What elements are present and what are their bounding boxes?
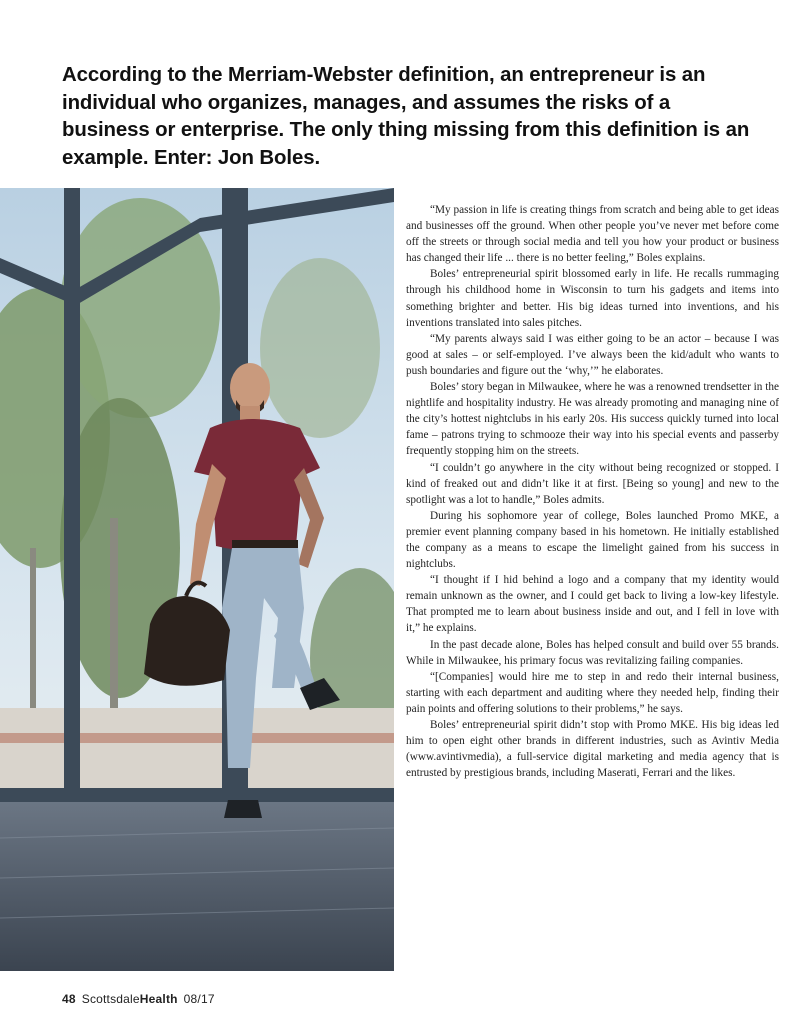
- article-deck: According to the Merriam-Webster definition, an entrepreneur is an individual who organizes, manages, and assumes the risks of a business or enterprise. The only thing missing from this definition is an example. Enter: Jon Boles.: [62, 64, 750, 169]
- body-paragraph: “I couldn’t go anywhere in the city without being recognized or stopped. I kind of freaked out and didn’t like it at first. [Being so young] and new to the spotlight was a lot to handle,” Boles admits.: [406, 461, 779, 506]
- body-paragraph: “[Companies] would hire me to step in and redo their internal business, starting with each department and auditing where they needed help, finding their pain points and offering solutions to their problems,” he says.: [406, 670, 779, 715]
- magazine-name-light: Scottsdale: [81, 992, 140, 1006]
- magazine-name-bold: Health: [139, 992, 178, 1006]
- article-body: [406, 202, 779, 781]
- body-paragraph: “My parents always said I was either going to be an actor – because I was good at sales – or self-employed. I’ve always been the kid/adult who wants to push boundaries and figure out the ‘why,’” he elaborates.: [406, 332, 779, 377]
- body-paragraph: Boles’ entrepreneurial spirit didn’t stop with Promo MKE. His big ideas led him to open eight other brands in different industries, such as Avintiv Media (www.avintivmedia), a full-service digital marketing and media agency that is entrusted by prestigious brands, including Maserati, Ferrari and the likes.: [406, 719, 779, 780]
- page-number: 48: [62, 992, 76, 1006]
- body-paragraph: In the past decade alone, Boles has helped consult and build over 55 brands. While in Milwaukee, his primary focus was revitalizing failing companies.: [406, 638, 779, 667]
- body-paragraph: Boles’ entrepreneurial spirit blossomed early in life. He recalls rummaging through his childhood home in Wisconsin to turn his gadgets and items into something brighter and better. His big ideas turned into inventions, and his inventions translated into sales pitches.: [406, 268, 779, 329]
- body-paragraph: During his sophomore year of college, Boles launched Promo MKE, a premier event planning company based in his hometown. He initially established the company as a means to escape the limelight gained from his success in nightclubs.: [406, 509, 779, 571]
- page-footer: [62, 992, 215, 1006]
- body-paragraph: “I thought if I hid behind a logo and a company that my identity would remain unknown as the owner, and I could get back to living a low-key lifestyle. That prompted me to learn about business inside and out, and I fell in love with it,” he explains.: [406, 574, 779, 635]
- feature-photo-illustration: [0, 188, 394, 971]
- body-paragraph: Boles’ story began in Milwaukee, where he was a renowned trendsetter in the nightlife and hospitality industry. He was already promoting and managing nine of the city’s hottest nightclubs in his early 20s. His success quickly turned into local fame – patrons trying to schmooze their way into his special events and passerby frequently stopping him on the streets.: [406, 381, 779, 458]
- body-paragraph: “My passion in life is creating things from scratch and being able to get ideas and businesses off the ground. When other people you’ve never met before come off the streets or through social media and tell you how your product or business has changed their life ... there is no better feeling,” Boles explains.: [406, 204, 779, 265]
- issue-date: 08/17: [183, 992, 215, 1006]
- magazine-name: [82, 992, 178, 1006]
- feature-photo: [0, 188, 394, 971]
